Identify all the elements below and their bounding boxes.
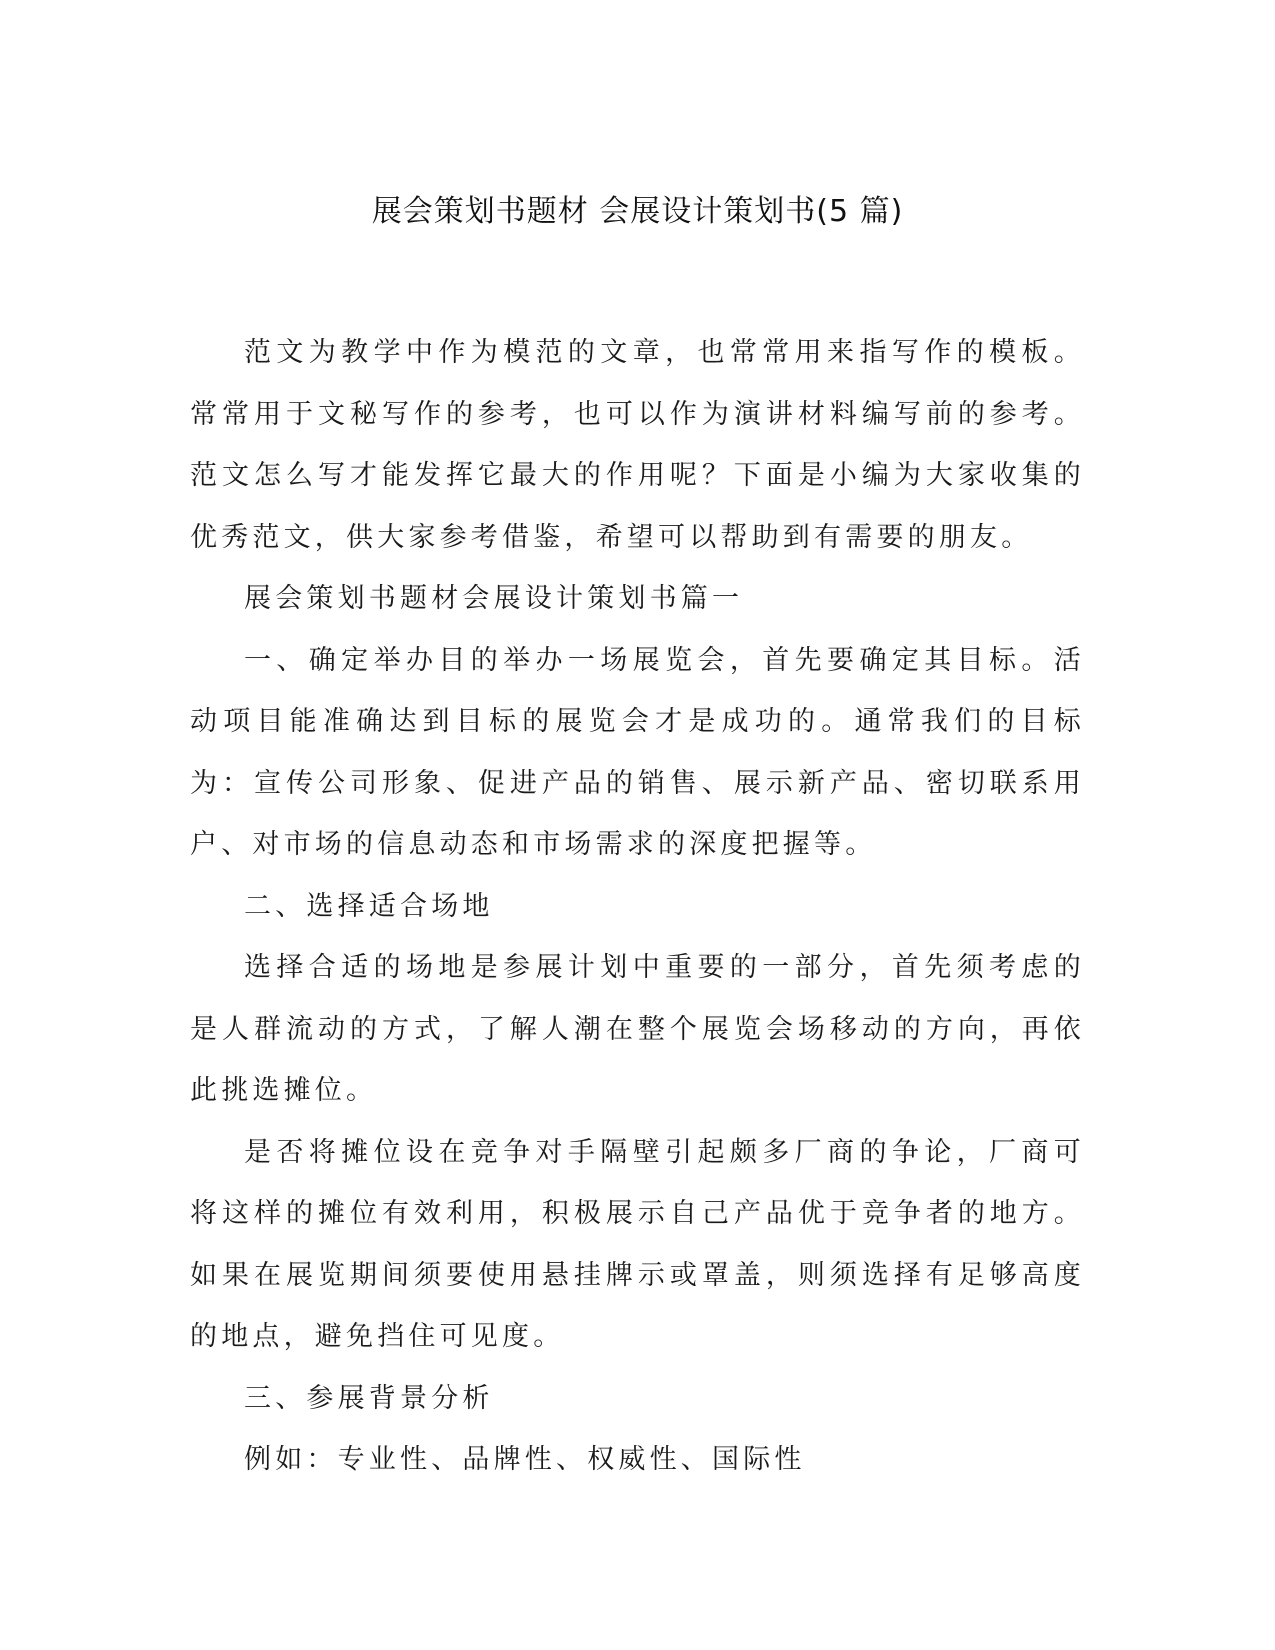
section-heading: 二、选择适合场地 xyxy=(244,890,494,922)
body-paragraph: 例如：专业性、品牌性、权威性、国际性 xyxy=(244,1444,806,1475)
body-paragraph: 选择合适的场地是参展计划中重要的一部分，首先须考虑的是人群流动的方式，了解人潮在整个展览会场移动的方向，再依此挑选摊位。 xyxy=(190,952,1085,1106)
section-heading: 展会策划书题材会展设计策划书篇一 xyxy=(244,583,744,614)
body-paragraph: 是否将摊位设在竞争对手隔壁引起颇多厂商的争论，厂商可将这样的摊位有效利用，积极展示自己产品优于竞争者的地方。如果在展览期间须要使用悬挂牌示或罩盖，则须选择有足够高度的地点，避免挡住可见度。 xyxy=(190,1136,1085,1352)
body-paragraph: 一、确定举办目的举办一场展览会，首先要确定其目标。活动项目能准确达到目标的展览会才是成功的。通常我们的目标为：宣传公司形象、促进产品的销售、展示新产品、密切联系用户、对市场的信息动态和市场需求的深度把握等。 xyxy=(190,644,1085,860)
intro-paragraph: 范文为教学中作为模范的文章，也常常用来指写作的模板。常常用于文秘写作的参考，也可以作为演讲材料编写前的参考。范文怎么写才能发挥它最大的作用呢？下面是小编为大家收集的优秀范文，供大家参考借鉴，希望可以帮助到有需要的朋友。 xyxy=(190,337,1085,553)
document-body xyxy=(190,322,1085,1491)
document-title: 展会策划书题材 会展设计策划书(5 篇) xyxy=(371,194,904,229)
section-heading: 三、参展背景分析 xyxy=(244,1382,494,1414)
